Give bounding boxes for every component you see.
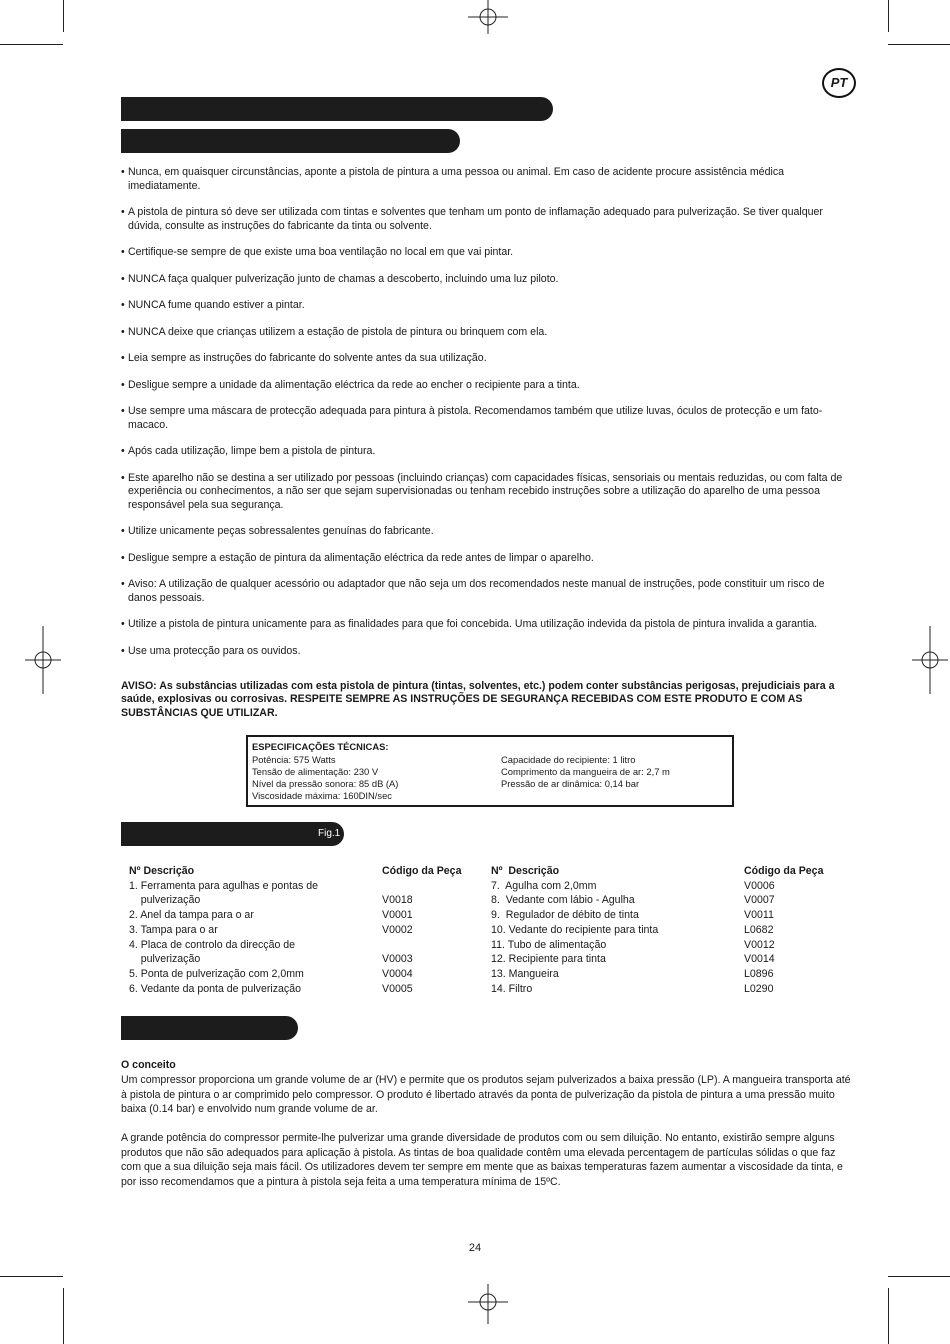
table-row: 9. Regulador de débito de tinta bbox=[491, 909, 639, 922]
table-row: 12. Recipiente para tinta bbox=[491, 953, 606, 966]
concept-title: O conceito bbox=[121, 1059, 176, 1071]
crop-mark bbox=[63, 1288, 64, 1344]
table-row: 6. Vedante da ponta de pulverização bbox=[129, 982, 301, 995]
part-code: V0003 bbox=[382, 953, 413, 966]
spec-item: Comprimento da mangueira de ar: 2,7 m bbox=[501, 766, 670, 777]
safety-instructions-list bbox=[121, 166, 856, 671]
list-item: • Desligue sempre a estação de pintura da alimentação eléctrica da rede antes de limpar o aparelho. bbox=[121, 552, 856, 566]
list-item: • Aviso: A utilização de qualquer acessório ou adaptador que não seja um dos recomendados neste manual de instruções, pode constituir um risco de danos pessoais. bbox=[121, 578, 856, 605]
spec-item: Potência: 575 Watts bbox=[252, 754, 336, 765]
registration-mark-icon bbox=[462, 1284, 514, 1344]
specs-right-column bbox=[501, 754, 670, 790]
technical-specifications-box bbox=[246, 735, 734, 807]
specs-title: ESPECIFICAÇÕES TÉCNICAS: bbox=[252, 741, 389, 752]
table-row: 2. Anel da tampa para o ar bbox=[129, 909, 254, 922]
list-item: • Certifique-se sempre de que existe uma boa ventilação no local em que vai pintar. bbox=[121, 246, 856, 260]
part-code: V0007 bbox=[744, 894, 775, 907]
spec-item: Capacidade do recipiente: 1 litro bbox=[501, 754, 636, 765]
part-code: V0018 bbox=[382, 894, 413, 907]
table-row: 11. Tubo de alimentação bbox=[491, 938, 607, 951]
list-item: • Nunca, em quaisquer circunstâncias, aponte a pistola de pintura a uma pessoa ou animal. Em caso de acidente procure assistência médica imediatamente. bbox=[121, 166, 856, 193]
crop-mark bbox=[888, 44, 950, 45]
part-code: V0014 bbox=[744, 953, 775, 966]
crop-mark bbox=[0, 1276, 63, 1277]
parts-header-code: Código da Peça bbox=[744, 865, 824, 877]
list-item: • Use sempre uma máscara de protecção adequada para pintura à pistola. Recomendamos também que utilize luvas, óculos de protecção e um fato-macaco. bbox=[121, 405, 856, 432]
concept-paragraph: Um compressor proporciona um grande volume de ar (HV) e permite que os produtos sejam pulverizados a baixa pressão (LP). A mangueira transporta até à pistola de pintura o ar comprimido pelo compressor. O produto é libertado através da ponta de pulverização da pistola de pintura a uma pressão muito baixa (0.14 bar) e envolvido num grande volume de ar. bbox=[121, 1074, 851, 1116]
spec-item: Pressão de ar dinâmica: 0,14 bar bbox=[501, 778, 640, 789]
list-item: • Após cada utilização, limpe bem a pistola de pintura. bbox=[121, 445, 856, 459]
warning-text: AVISO: As substâncias utilizadas com esta pistola de pintura (tintas, solventes, etc.) podem conter substâncias perigosas, prejudiciais para a saúde, explosivas ou corrosivas. RESPEITE SEMPRE AS INSTRUÇÕES DE SEGURANÇA RECEBIDAS COM ESTE PRODUTO E COM AS SUBSTÂNCIAS QUE UTILIZAR. bbox=[121, 680, 835, 719]
table-row: 8. Vedante com lábio - Agulha bbox=[491, 894, 635, 907]
spec-item: Nível da pressão sonora: 85 dB (A) bbox=[252, 778, 399, 789]
table-row: pulverização bbox=[129, 953, 201, 966]
spec-item: Viscosidade máxima: 160DIN/sec bbox=[252, 790, 392, 801]
concept-paragraph: A grande potência do compressor permite-lhe pulverizar uma grande diversidade de produtos com ou sem diluição. No entanto, existirão sempre alguns produtos que não são adequados para aplicação à pistola. As tintas de boa qualidade contêm uma elevada percentagem de partículas sólidas o que faz com que a sua diluição seja mais fácil. Os utilizadores devem ter sempre em mente que as baixas temperaturas fazem aumentar a viscosidade da tinta, e por isso recomendamos que a pintura à pistola seja feita a uma temperatura mínima de 15ºC. bbox=[121, 1132, 843, 1188]
part-code bbox=[382, 938, 482, 953]
spec-item: Tensão de alimentação: 230 V bbox=[252, 766, 379, 777]
table-row: 10. Vedante do recipiente para tinta bbox=[491, 923, 659, 936]
part-code: V0005 bbox=[382, 982, 413, 995]
table-row: 7. Agulha com 2,0mm bbox=[491, 879, 597, 892]
crop-mark bbox=[888, 1276, 950, 1277]
table-row: 5. Ponta de pulverização com 2,0mm bbox=[129, 967, 304, 980]
page-number: 24 bbox=[468, 1242, 482, 1254]
registration-mark-icon bbox=[25, 626, 61, 696]
crop-mark bbox=[63, 0, 64, 32]
parts-header-description: Nº Descrição bbox=[129, 865, 195, 877]
figure-label: Fig.1 bbox=[318, 828, 341, 839]
registration-mark-icon bbox=[912, 626, 950, 696]
parts-header-description: Nº Descrição bbox=[491, 865, 560, 877]
figure-header-bar bbox=[121, 822, 344, 846]
table-row: pulverização bbox=[129, 894, 201, 907]
list-item: • Utilize unicamente peças sobressalentes genuínas do fabricante. bbox=[121, 525, 856, 539]
part-code: L0896 bbox=[744, 967, 774, 980]
registration-mark-icon bbox=[462, 0, 514, 36]
table-row: 1. Ferramenta para agulhas e pontas de bbox=[129, 879, 319, 892]
section-header-bar bbox=[121, 1016, 298, 1040]
table-row: 4. Placa de controlo da direcção de bbox=[129, 938, 296, 951]
parts-header-code: Código da Peça bbox=[382, 865, 462, 877]
list-item: • A pistola de pintura só deve ser utilizada com tintas e solventes que tenham um ponto de inflamação adequado para pulverização. Se tiver qualquer dúvida, consulte as instruções do fabricante da tinta ou solvente. bbox=[121, 206, 856, 233]
part-code: V0002 bbox=[382, 923, 413, 936]
part-code: V0012 bbox=[744, 938, 775, 951]
crop-mark bbox=[888, 0, 889, 32]
part-code: V0006 bbox=[744, 879, 775, 892]
parts-codes-left bbox=[382, 864, 482, 996]
list-item: • NUNCA fume quando estiver a pintar. bbox=[121, 299, 856, 313]
part-code: V0004 bbox=[382, 967, 413, 980]
list-item: • Leia sempre as instruções do fabricante do solvente antes da sua utilização. bbox=[121, 352, 856, 366]
parts-codes-right bbox=[744, 864, 844, 996]
language-badge: PT bbox=[822, 68, 856, 98]
table-row: 13. Mangueira bbox=[491, 967, 559, 980]
table-row: 14. Filtro bbox=[491, 982, 533, 995]
section-header-bar bbox=[121, 129, 460, 153]
section-header-bar bbox=[121, 97, 553, 121]
parts-list-right bbox=[491, 864, 731, 996]
parts-list-left bbox=[129, 864, 369, 996]
list-item: • NUNCA deixe que crianças utilizem a estação de pistola de pintura ou brinquem com ela. bbox=[121, 326, 856, 340]
table-row: 3. Tampa para o ar bbox=[129, 923, 218, 936]
list-item: • Desligue sempre a unidade da alimentação eléctrica da rede ao encher o recipiente para a tinta. bbox=[121, 379, 856, 393]
part-code: V0011 bbox=[744, 909, 774, 922]
part-code: L0682 bbox=[744, 923, 774, 936]
list-item: • NUNCA faça qualquer pulverização junto de chamas a descoberto, incluindo uma luz piloto. bbox=[121, 273, 856, 287]
part-code bbox=[382, 879, 482, 894]
part-code: V0001 bbox=[382, 909, 413, 922]
part-code: L0290 bbox=[744, 982, 774, 995]
crop-mark bbox=[888, 1288, 889, 1344]
list-item: • Use uma protecção para os ouvidos. bbox=[121, 645, 856, 659]
specs-left-column bbox=[252, 754, 398, 802]
list-item: • Este aparelho não se destina a ser utilizado por pessoas (incluindo crianças) com capacidades físicas, sensoriais ou mentais reduzidas, ou com falta de experiência ou conhecimentos, a não ser que sejam supervisionadas ou tenham recebido instruções sobre a utilização do aparelho de uma pessoa responsável pela sua segurança. bbox=[121, 472, 856, 513]
list-item: • Utilize a pistola de pintura unicamente para as finalidades para que foi concebida. Uma utilização indevida da pistola de pintura invalida a garantia. bbox=[121, 618, 856, 632]
crop-mark bbox=[0, 44, 63, 45]
